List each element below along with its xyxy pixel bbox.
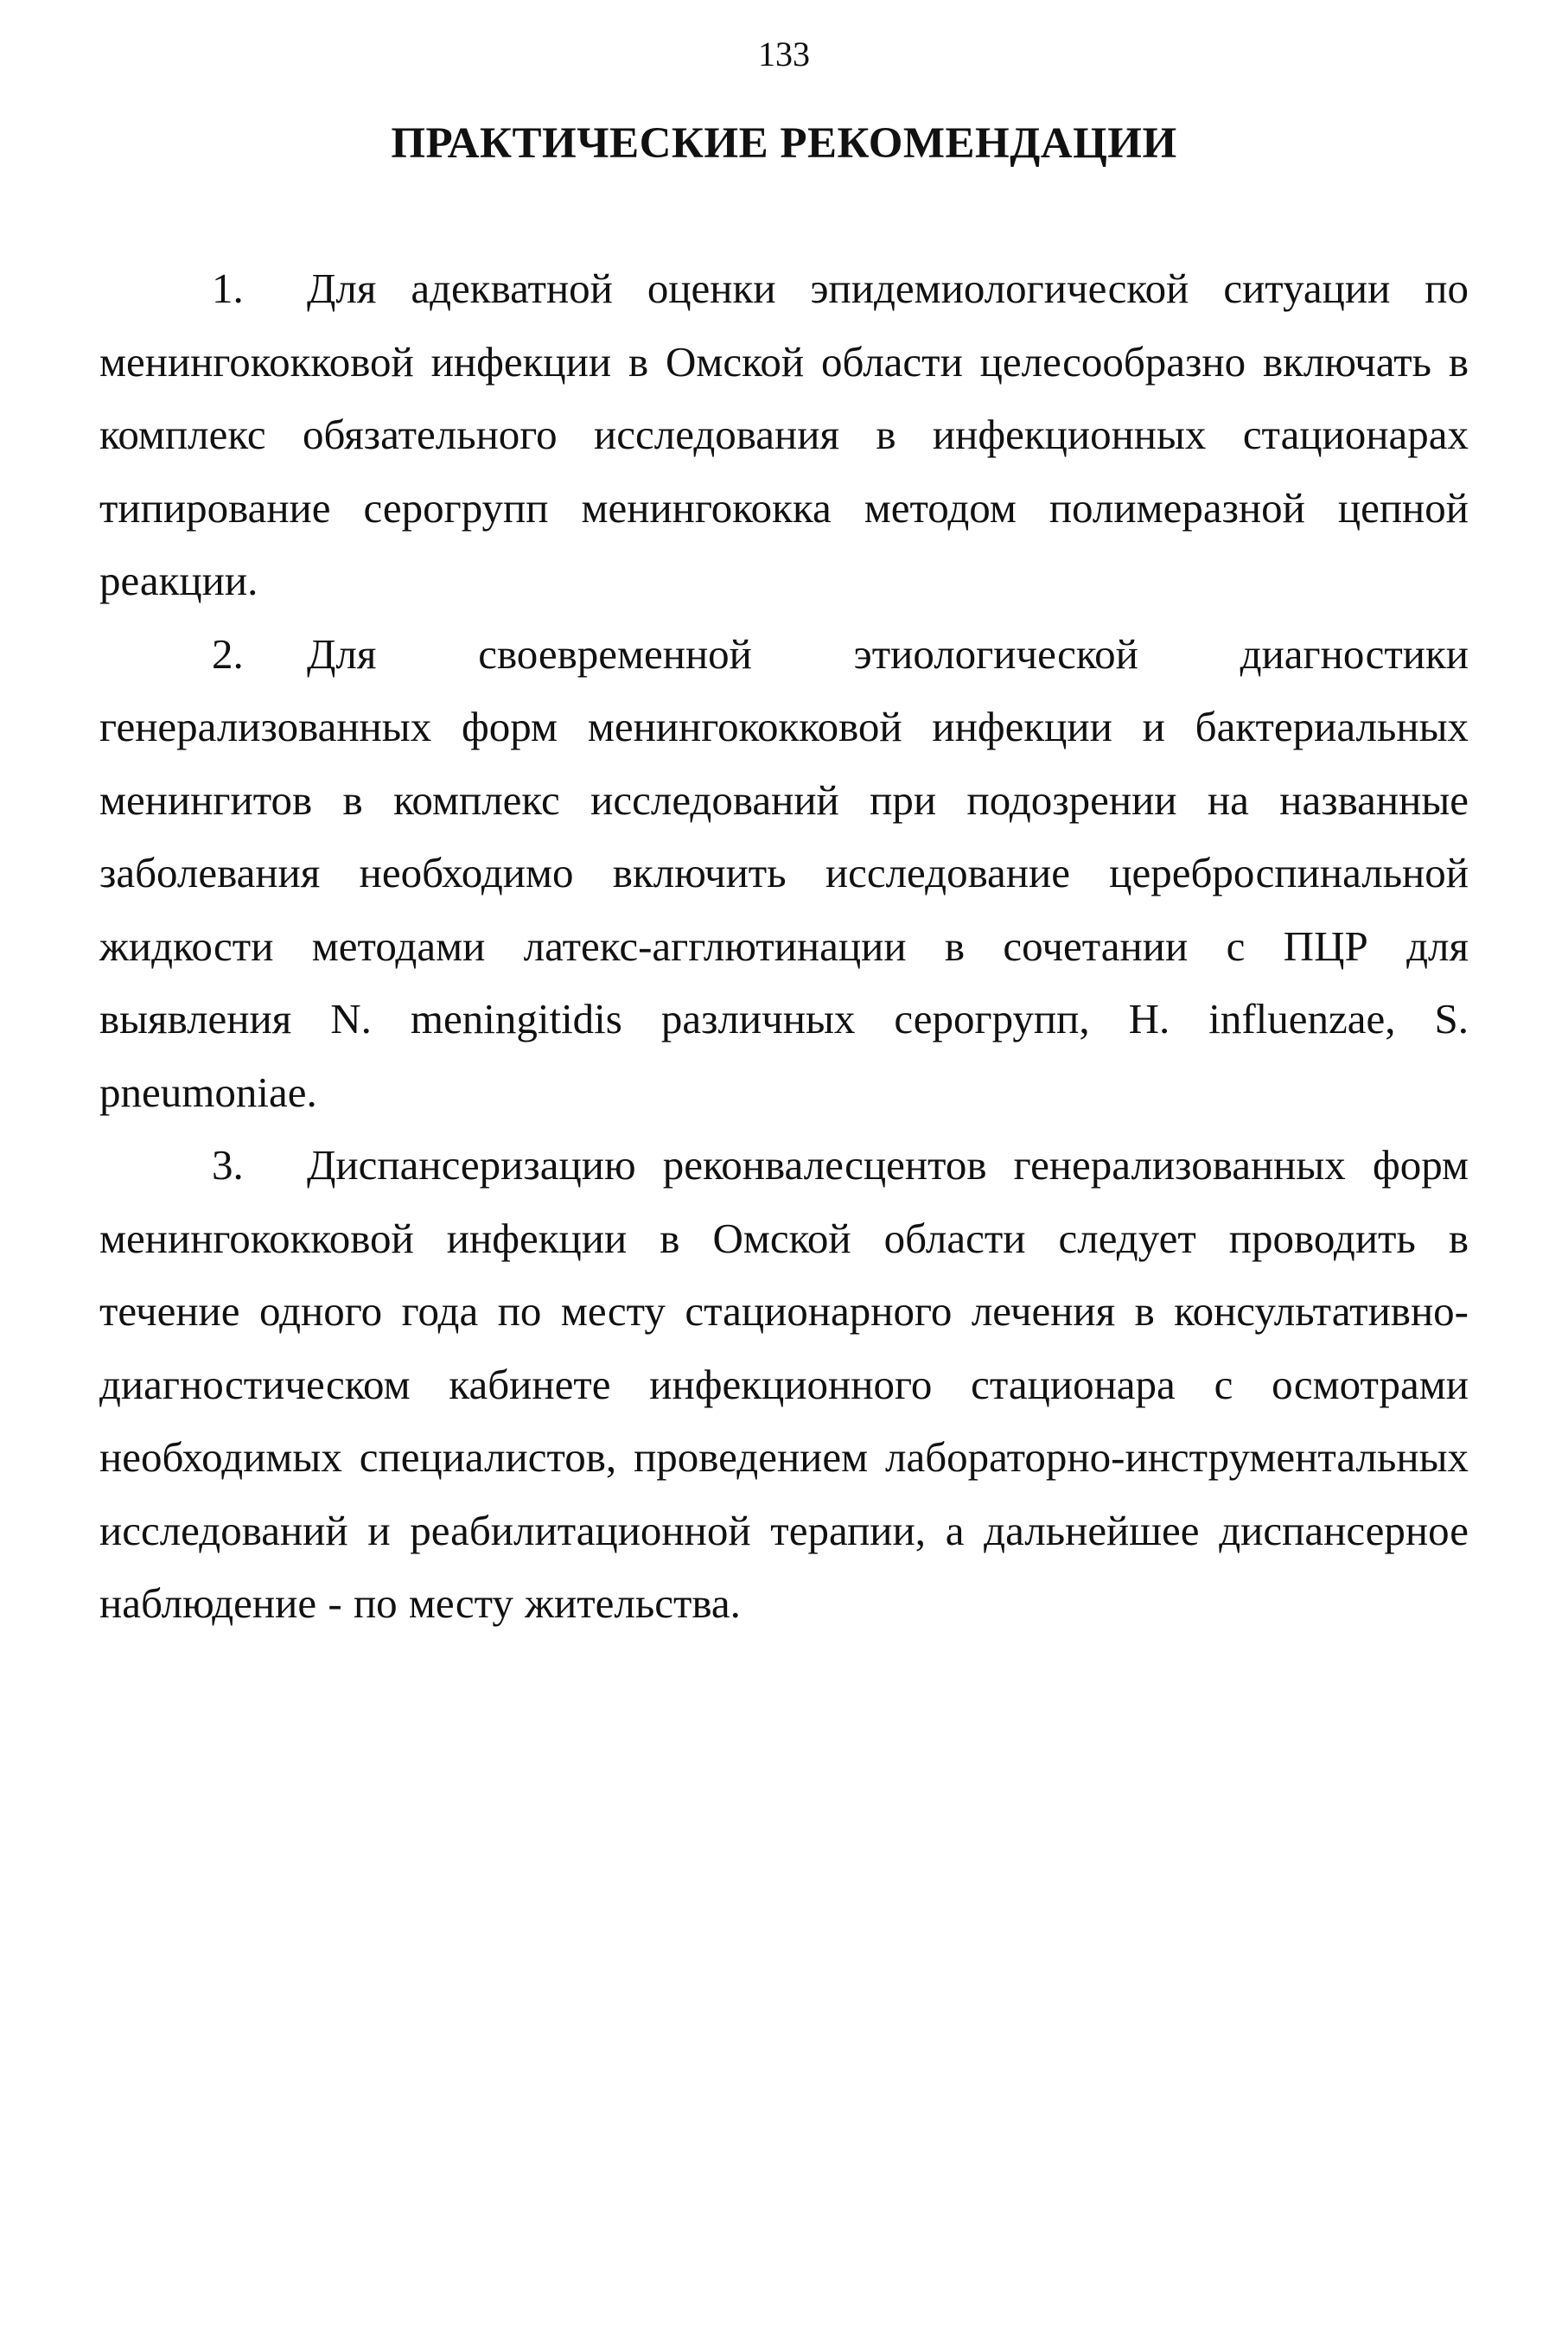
recommendation-item-2	[99, 618, 1469, 1130]
recommendations-list	[99, 252, 1469, 1641]
recommendation-number-3: 3.	[212, 1141, 244, 1189]
recommendation-item-3	[99, 1129, 1469, 1641]
recommendation-number-1: 1.	[212, 265, 244, 312]
recommendation-text-2: Для своевременной этиологической диагностики генерализованных форм менингококковой инфекции и бактериальных менингитов в комплекс исследований при подозрении на названные заболевания необходимо включить исследование цереброспинальной жидкости методами латекс-агглютинации в сочетании с ПЦР для выявления N. meningitidis различных серогрупп, H. influenzae, S. pneumoniae.	[99, 629, 1469, 1116]
recommendation-text-1: Для адекватной оценки эпидемиологической ситуации по менингококковой инфекции в Омской области целесообразно включать в комплекс обязательного исследования в инфекционных стационарах типирование серогрупп менингококка методом полимеразной цепной реакции.	[99, 265, 1469, 604]
page-title: ПРАКТИЧЕСКИЕ РЕКОМЕНДАЦИИ	[391, 119, 1177, 168]
recommendation-text-3: Диспансеризацию реконвалесцентов генерализованных форм менингококковой инфекции в Омской области следует проводить в течение одного года по месту стационарного лечения в консультативно-диагностическом кабинете инфекционного стационара с осмотрами необходимых специалистов, проведением лабораторно-инструментальных исследований и реабилитационной терапии, а дальнейшее диспансерное наблюдение - по месту жительства.	[99, 1141, 1469, 1627]
recommendation-item-1	[99, 252, 1469, 618]
page-number: 133	[758, 35, 810, 73]
recommendation-number-2: 2.	[212, 629, 244, 678]
